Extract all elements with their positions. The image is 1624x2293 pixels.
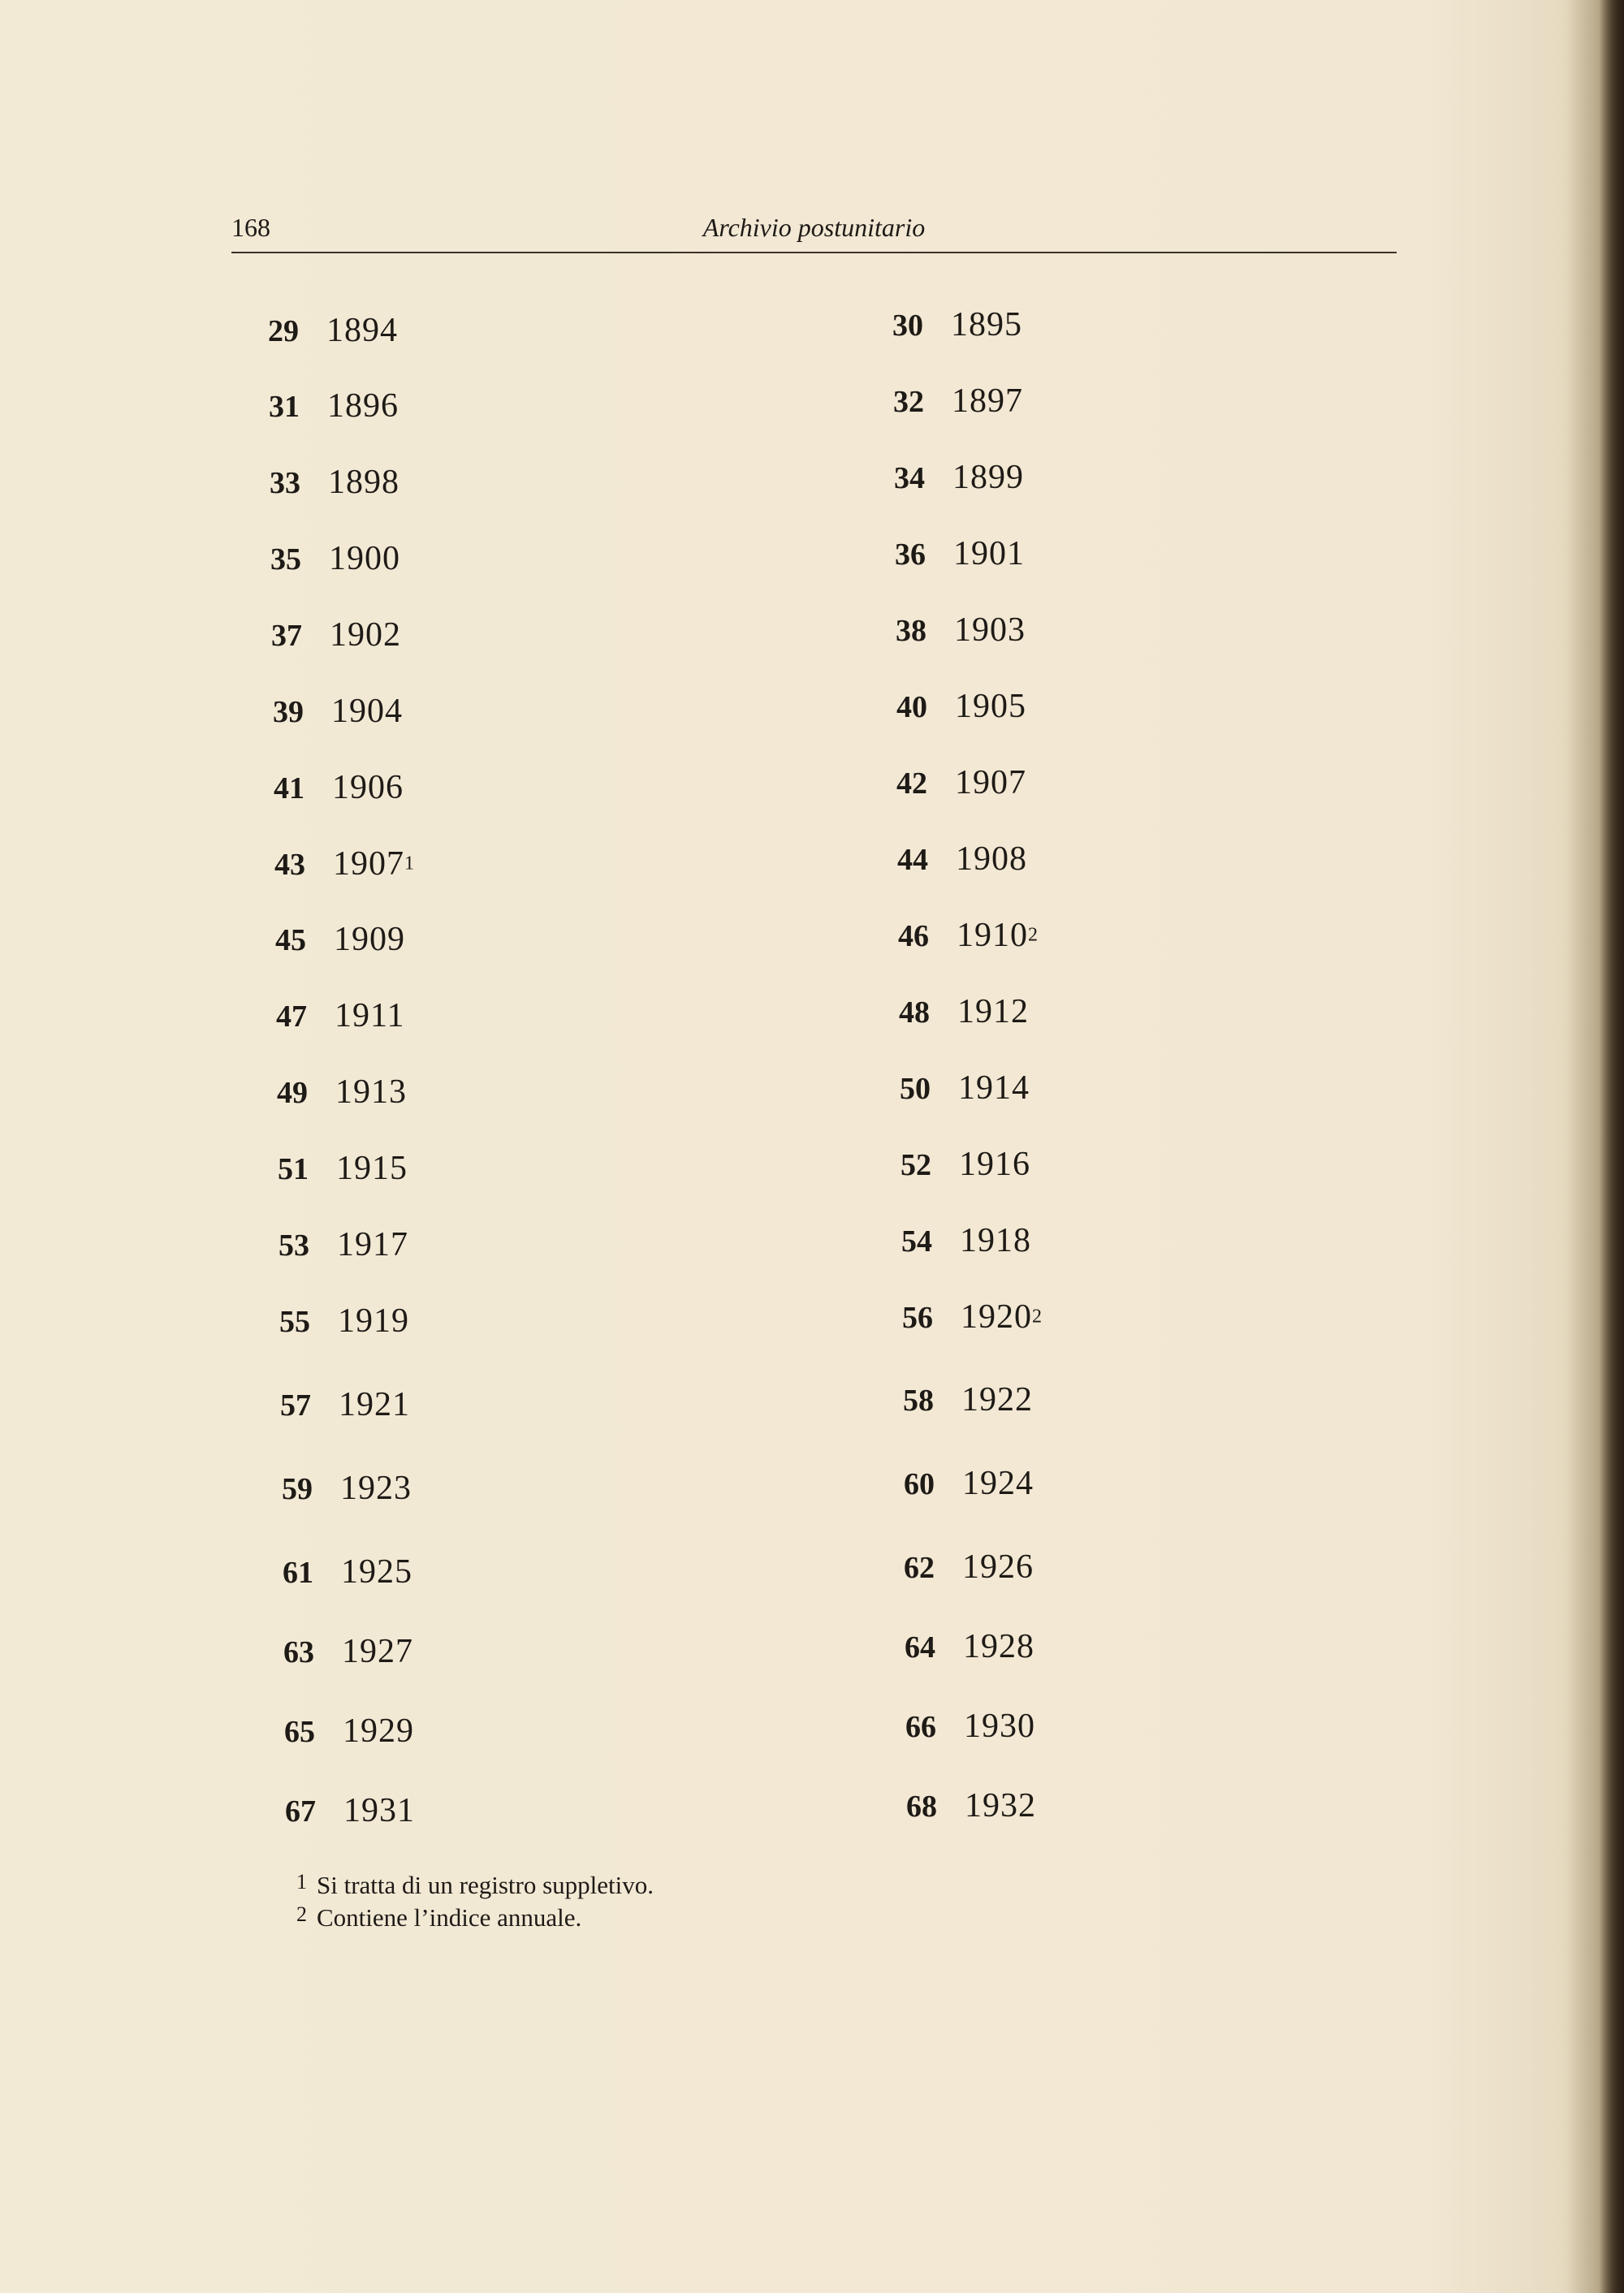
entry-number: 57 bbox=[280, 1388, 311, 1423]
entry-number: 61 bbox=[283, 1556, 313, 1590]
footnotes bbox=[296, 1868, 654, 1932]
entry-year: 1932 bbox=[965, 1787, 1036, 1824]
register-entry bbox=[275, 920, 405, 959]
entry-year: 1902 bbox=[330, 616, 401, 654]
footnote-1 bbox=[296, 1868, 654, 1900]
entry-number: 59 bbox=[282, 1472, 313, 1506]
register-entry bbox=[893, 382, 1023, 421]
register-entry bbox=[894, 458, 1024, 497]
footnote-reference: 2 bbox=[1032, 1306, 1042, 1328]
entry-number: 32 bbox=[893, 385, 924, 419]
footnote-mark: 2 bbox=[296, 1902, 307, 1926]
entry-number: 52 bbox=[901, 1148, 931, 1182]
register-entry bbox=[282, 1469, 412, 1508]
entry-number: 37 bbox=[271, 619, 302, 653]
register-entry bbox=[276, 996, 404, 1035]
entry-year: 1907 bbox=[955, 764, 1026, 801]
entry-number: 67 bbox=[285, 1794, 316, 1829]
entry-number: 66 bbox=[905, 1710, 936, 1744]
register-entry bbox=[905, 1707, 1035, 1746]
entry-year: 1906 bbox=[332, 769, 404, 806]
entry-number: 65 bbox=[284, 1715, 315, 1749]
register-entry bbox=[280, 1385, 410, 1424]
register-entry bbox=[905, 1627, 1034, 1666]
register-entry bbox=[895, 534, 1025, 573]
entry-year: 1918 bbox=[960, 1222, 1031, 1259]
footnote-reference: 1 bbox=[404, 853, 414, 874]
entry-year: 1917 bbox=[337, 1226, 408, 1263]
entry-year: 1931 bbox=[343, 1792, 415, 1829]
register-entry bbox=[904, 1464, 1034, 1503]
entry-number: 64 bbox=[905, 1630, 935, 1665]
entry-number: 60 bbox=[904, 1467, 935, 1501]
entry-year: 1928 bbox=[963, 1628, 1034, 1665]
entry-year: 1912 bbox=[957, 993, 1029, 1030]
entry-number: 34 bbox=[894, 461, 925, 495]
entry-year: 1916 bbox=[959, 1146, 1030, 1183]
entry-number: 68 bbox=[906, 1790, 937, 1824]
entry-year: 1897 bbox=[952, 382, 1023, 420]
entry-year: 1911 bbox=[335, 997, 405, 1034]
register-entry bbox=[896, 611, 1026, 650]
register-entry bbox=[901, 1145, 1030, 1184]
entry-number: 30 bbox=[892, 309, 923, 343]
entry-year: 1919 bbox=[338, 1302, 409, 1340]
entry-year: 1898 bbox=[328, 464, 400, 501]
entry-year: 1922 bbox=[961, 1381, 1033, 1419]
entry-year: 1905 bbox=[955, 688, 1026, 725]
entry-number: 44 bbox=[897, 843, 928, 877]
register-entry bbox=[271, 615, 401, 654]
entry-year: 1913 bbox=[335, 1073, 407, 1111]
register-entry bbox=[278, 1149, 408, 1188]
entry-number: 62 bbox=[904, 1551, 935, 1585]
entry-number: 47 bbox=[276, 1000, 307, 1034]
entry-number: 45 bbox=[275, 923, 306, 957]
entry-number: 33 bbox=[270, 466, 300, 500]
entry-number: 36 bbox=[895, 538, 926, 572]
entry-year: 1895 bbox=[951, 306, 1022, 343]
entry-year: 1910 bbox=[957, 917, 1028, 954]
entry-number: 54 bbox=[901, 1224, 932, 1259]
register-entry bbox=[898, 916, 1038, 955]
entry-number: 41 bbox=[274, 771, 304, 805]
entry-number: 53 bbox=[279, 1229, 309, 1263]
footnote-mark: 1 bbox=[296, 1870, 307, 1894]
register-entry bbox=[284, 1712, 414, 1751]
entry-year: 1908 bbox=[956, 840, 1027, 878]
register-entry bbox=[902, 1298, 1042, 1337]
entry-year: 1920 bbox=[961, 1298, 1032, 1336]
entry-year: 1925 bbox=[341, 1553, 412, 1591]
entry-year: 1930 bbox=[964, 1708, 1035, 1745]
register-entry bbox=[901, 1221, 1031, 1260]
entry-year: 1914 bbox=[958, 1069, 1030, 1107]
register-entry bbox=[283, 1552, 412, 1591]
entry-number: 48 bbox=[899, 995, 930, 1030]
register-entry bbox=[896, 687, 1026, 726]
page-header bbox=[231, 213, 1397, 253]
entry-year: 1909 bbox=[334, 921, 405, 958]
entry-year: 1907 bbox=[333, 845, 404, 883]
running-title: Archivio postunitario bbox=[702, 213, 926, 242]
entry-number: 31 bbox=[269, 390, 300, 424]
entry-number: 56 bbox=[902, 1301, 933, 1335]
register-entry bbox=[903, 1380, 1033, 1419]
entry-number: 42 bbox=[896, 766, 927, 801]
footnote-text: Contiene l’indice annuale. bbox=[317, 1903, 582, 1932]
entry-year: 1929 bbox=[343, 1712, 414, 1750]
entry-number: 63 bbox=[283, 1635, 314, 1669]
register-entry bbox=[899, 992, 1029, 1031]
register-entry bbox=[268, 311, 398, 350]
entry-year: 1899 bbox=[952, 459, 1024, 496]
entry-year: 1894 bbox=[326, 312, 398, 349]
book-gutter-shadow bbox=[1567, 0, 1624, 2293]
entry-year: 1903 bbox=[954, 611, 1026, 649]
entry-year: 1923 bbox=[340, 1470, 412, 1507]
register-entry bbox=[270, 463, 400, 502]
register-entry bbox=[892, 305, 1022, 344]
register-entry bbox=[274, 844, 414, 883]
register-entry bbox=[906, 1786, 1036, 1825]
register-entry bbox=[897, 840, 1027, 879]
register-entry bbox=[283, 1632, 413, 1671]
register-entry bbox=[270, 539, 400, 578]
footnote-text: Si tratta di un registro suppletivo. bbox=[317, 1871, 654, 1899]
entry-year: 1921 bbox=[339, 1386, 410, 1423]
register-entry bbox=[904, 1548, 1034, 1587]
entry-number: 35 bbox=[270, 542, 301, 576]
entry-number: 51 bbox=[278, 1152, 309, 1186]
footnote-2 bbox=[296, 1900, 654, 1932]
entry-year: 1915 bbox=[336, 1150, 408, 1187]
footnote-reference: 2 bbox=[1028, 924, 1038, 946]
page-number: 168 bbox=[231, 213, 270, 242]
register-entry bbox=[896, 763, 1026, 802]
register-entry bbox=[277, 1073, 407, 1112]
entry-year: 1926 bbox=[962, 1548, 1034, 1586]
entry-number: 29 bbox=[268, 314, 299, 348]
register-entry bbox=[269, 386, 399, 425]
entry-year: 1900 bbox=[329, 540, 400, 577]
entry-number: 43 bbox=[274, 848, 305, 882]
register-entry bbox=[900, 1069, 1030, 1108]
entry-number: 38 bbox=[896, 614, 926, 648]
entry-year: 1904 bbox=[331, 693, 403, 730]
entry-year: 1896 bbox=[327, 387, 399, 425]
entry-number: 58 bbox=[903, 1384, 934, 1418]
register-entry bbox=[273, 692, 403, 731]
entry-number: 39 bbox=[273, 695, 304, 729]
entry-year: 1927 bbox=[342, 1633, 413, 1670]
entry-number: 55 bbox=[279, 1305, 310, 1339]
entry-number: 49 bbox=[277, 1076, 308, 1110]
entry-number: 46 bbox=[898, 919, 929, 953]
entry-year: 1901 bbox=[953, 535, 1025, 572]
register-entry bbox=[279, 1225, 408, 1264]
register-entry bbox=[279, 1302, 409, 1341]
register-entry bbox=[285, 1791, 415, 1830]
entry-number: 50 bbox=[900, 1072, 931, 1106]
entry-year: 1924 bbox=[962, 1465, 1034, 1502]
register-entry bbox=[274, 768, 404, 807]
entry-number: 40 bbox=[896, 690, 927, 724]
